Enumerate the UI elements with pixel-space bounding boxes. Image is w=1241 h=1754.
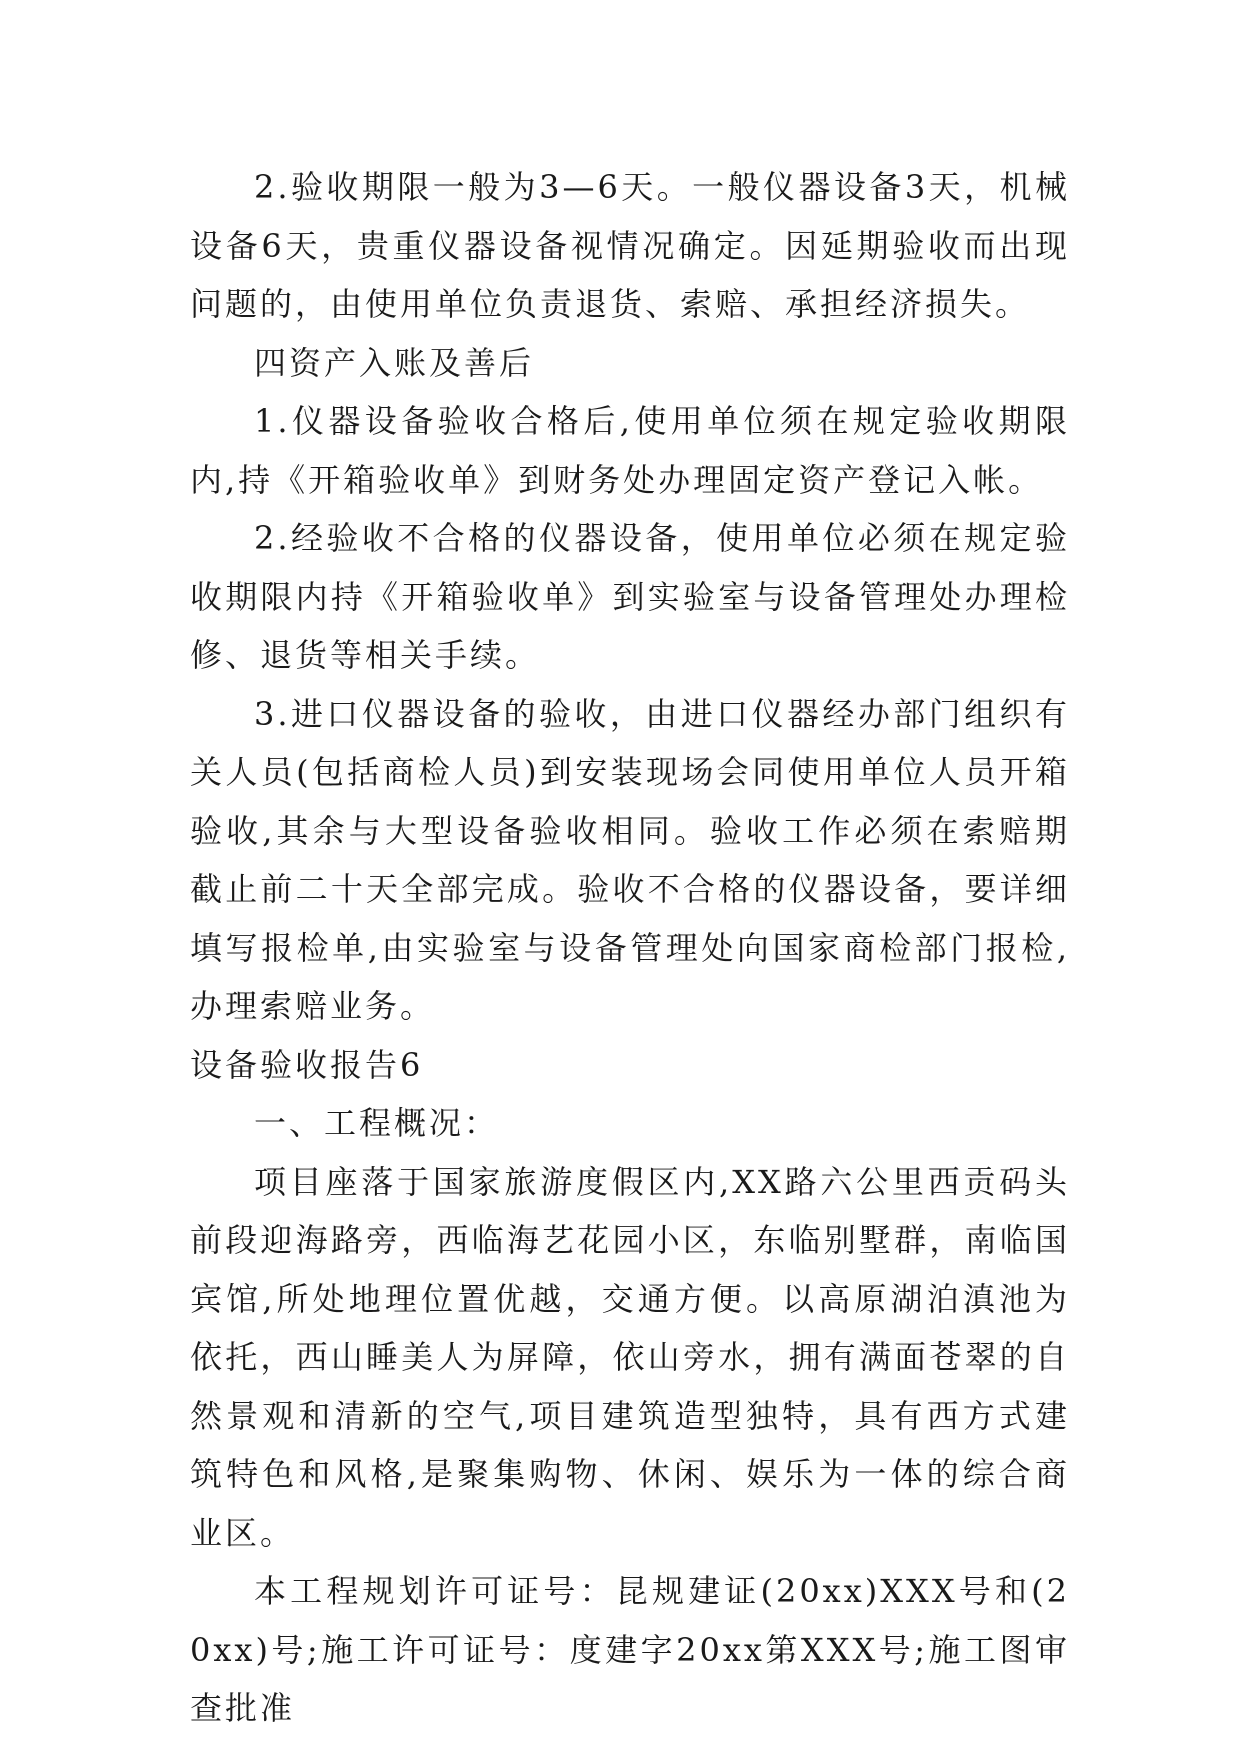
paragraph-unqualified-equipment: 2.经验收不合格的仪器设备，使用单位必须在规定验收期限内持《开箱验收单》到实验室与设备管理处办理检修、退货等相关手续。 — [190, 519, 1070, 674]
report-title: 设备验收报告6 — [190, 1045, 424, 1084]
paragraph-acceptance-period: 2.验收期限一般为3—6天。一般仪器设备3天，机械设备6天，贵重仪器设备视情况确定。因延期验收而出现问题的，由使用单位负责退货、索赔、承担经济损失。 — [190, 168, 1070, 323]
section-heading-project-overview: 一、工程概况： — [254, 1104, 500, 1142]
paragraph-imported-equipment: 3.进口仪器设备的验收，由进口仪器经办部门组织有关人员(包括商检人员)到安装现场会同使用单位人员开箱验收,其余与大型设备验收相同。验收工作必须在索赔期截止前二十天全部完成。验收不合格的仪器设备，要详细填写报检单,由实验室与设备管理处向国家商检部门报检,办理索赔业务。 — [190, 694, 1070, 1025]
paragraph-project-location: 项目座落于国家旅游度假区内,XX路六公里西贡码头前段迎海路旁，西临海艺花园小区，东临别墅群，南临国宾馆,所处地理位置优越，交通方便。以高原湖泊滇池为依托，西山睡美人为屏障，依山旁水，拥有满面苍翠的自然景观和清新的空气,项目建筑造型独特，具有西方式建筑特色和风格,是聚集购物、休闲、娱乐为一体的综合商业区。 — [190, 1162, 1070, 1552]
paragraph-qualified-equipment: 1.仪器设备验收合格后,使用单位须在规定验收期限内,持《开箱验收单》到财务处办理固定资产登记入帐。 — [190, 402, 1070, 499]
section-heading-asset-entry: 四资产入账及善后 — [254, 343, 535, 382]
document-body — [190, 158, 1070, 1738]
paragraph-permits: 本工程规划许可证号：昆规建证(20xx)XXX号和(20xx)号;施工许可证号：度建字20xx第XXX号;施工图审查批准 — [190, 1572, 1070, 1727]
